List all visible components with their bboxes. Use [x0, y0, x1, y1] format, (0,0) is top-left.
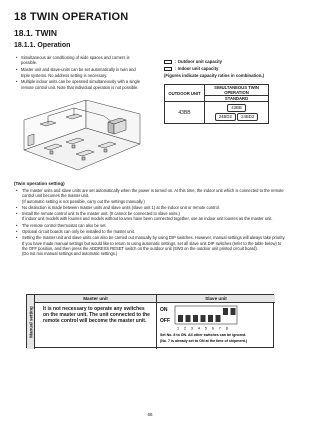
capacity-table — [164, 84, 269, 124]
legend-outdoor-label: : Outdoor unit capacity — [175, 59, 223, 64]
setting-item — [16, 211, 288, 222]
manual-setting-label: Manual setting — [28, 306, 33, 338]
dip-switch-diagram — [157, 303, 275, 349]
outdoor-capacity-box: 43BB — [227, 104, 246, 112]
page-number: 66 — [147, 412, 153, 417]
manual-setting-side — [27, 295, 35, 349]
subsection-title: 18.1.1. Operation — [14, 42, 71, 49]
slave-note-2: (No. 7 is already set to ON at the time of shipment.) — [160, 339, 248, 343]
section-title: 18.1. TWIN — [14, 28, 57, 38]
legend-indoor — [164, 66, 218, 71]
setting-item-text: Optional circuit boards can only be installed to the master unit. — [22, 229, 135, 235]
setting-item-subtext: If indoor unit models with louvres and models without louvres have been connected together, use an indoor unit louvres as the master unit. — [22, 216, 273, 222]
setting-item — [16, 223, 288, 228]
legend-indoor-label: : Indoor unit capacity — [175, 66, 219, 71]
setting-item-text: Install the remote control unit to the master unit. (It cannot be connected to slave units.) — [22, 211, 180, 217]
intro-bullets — [16, 55, 144, 91]
twin-setting-title: (Twin operation setting) — [14, 181, 65, 186]
setting-item-subtext: (Do not mix manual settings and automatic settings.) — [22, 251, 118, 257]
twin-combination — [205, 102, 269, 124]
setting-item — [16, 205, 288, 210]
indoor-capacity-box: 24BD2 — [215, 113, 236, 121]
slave-unit-header: Slave unit — [157, 295, 275, 303]
manual-setting-table — [26, 294, 274, 348]
off-label: OFF — [160, 318, 170, 324]
setting-item-text: The remote control thermostat can also be set. — [22, 222, 107, 228]
setting-item — [16, 235, 288, 256]
intro-bullet: • Multiple indoor units can be operated simultaneously with a single remote control unit. Note that individual operation is not possible. — [16, 79, 144, 90]
intro-bullet: • Master unit and slave-units can be set automatically in twin and triple systems. No address setting is necessary. — [16, 67, 144, 78]
slave-note-1: Set No. 8 to ON. All other switches can be ignored. — [160, 333, 247, 337]
master-unit-column — [35, 295, 157, 349]
col-twin-header: SIMULTANEOUS TWIN OPERATION — [205, 85, 269, 96]
indoor-capacity-box: 24BD2 — [237, 113, 258, 121]
twin-installation-illustration — [16, 98, 146, 178]
master-unit-text: It is not necessary to operate any switches on the master unit. The unit connected to the remote control will become the master unit. — [43, 306, 150, 325]
legend-outdoor — [164, 59, 222, 64]
indoor-capacity-symbol — [164, 67, 172, 71]
intro-bullet: • Simultaneous air conditioning of wide spaces and corners is possible. — [16, 55, 144, 66]
switch-numbers: 1 2 3 4 5 6 7 8 — [177, 326, 230, 331]
setting-item-text: Setting the master unit and slave units can also be carried out manually by using DIP switches. However, manual settings will always take priority. If you have made manual settings but would like to return to using automatic settings, set all slave unit DIP switches (refer to the table below) to the OFF position, and then press the ADDRESS RESET switch on the outdoor unit (SW3 on the outdoor unit printed circuit board). — [22, 235, 286, 251]
setting-item-subtext: (If automatic setting is not possible, carry out the settings manually.) — [22, 198, 145, 204]
twin-setting-list — [16, 188, 288, 258]
chapter-title: 18 TWIN OPERATION — [14, 11, 129, 23]
setting-item-text: The master units and slave units are set automatically when the power is turned on. At this time, the indoor unit which is connected to the remote control unit becomes the master unit. — [22, 188, 284, 199]
setting-item-text: No distinction is made between master units and slave units (slave unit 1) at the indoor unit or remote control. — [22, 204, 220, 210]
col-outdoor-header: OUTDOOR UNIT — [165, 85, 205, 102]
slave-unit-column — [157, 295, 275, 349]
legend-note: (Figures indicate capacity ratios in combination.) — [164, 73, 265, 78]
setting-item — [16, 188, 288, 204]
setting-item — [16, 229, 288, 234]
outdoor-value: 43BB — [165, 102, 205, 124]
col-standard-header: STANDARD — [205, 96, 269, 102]
master-unit-header: Master unit — [35, 295, 156, 303]
outdoor-capacity-symbol — [164, 60, 172, 64]
on-label: ON — [160, 307, 168, 313]
